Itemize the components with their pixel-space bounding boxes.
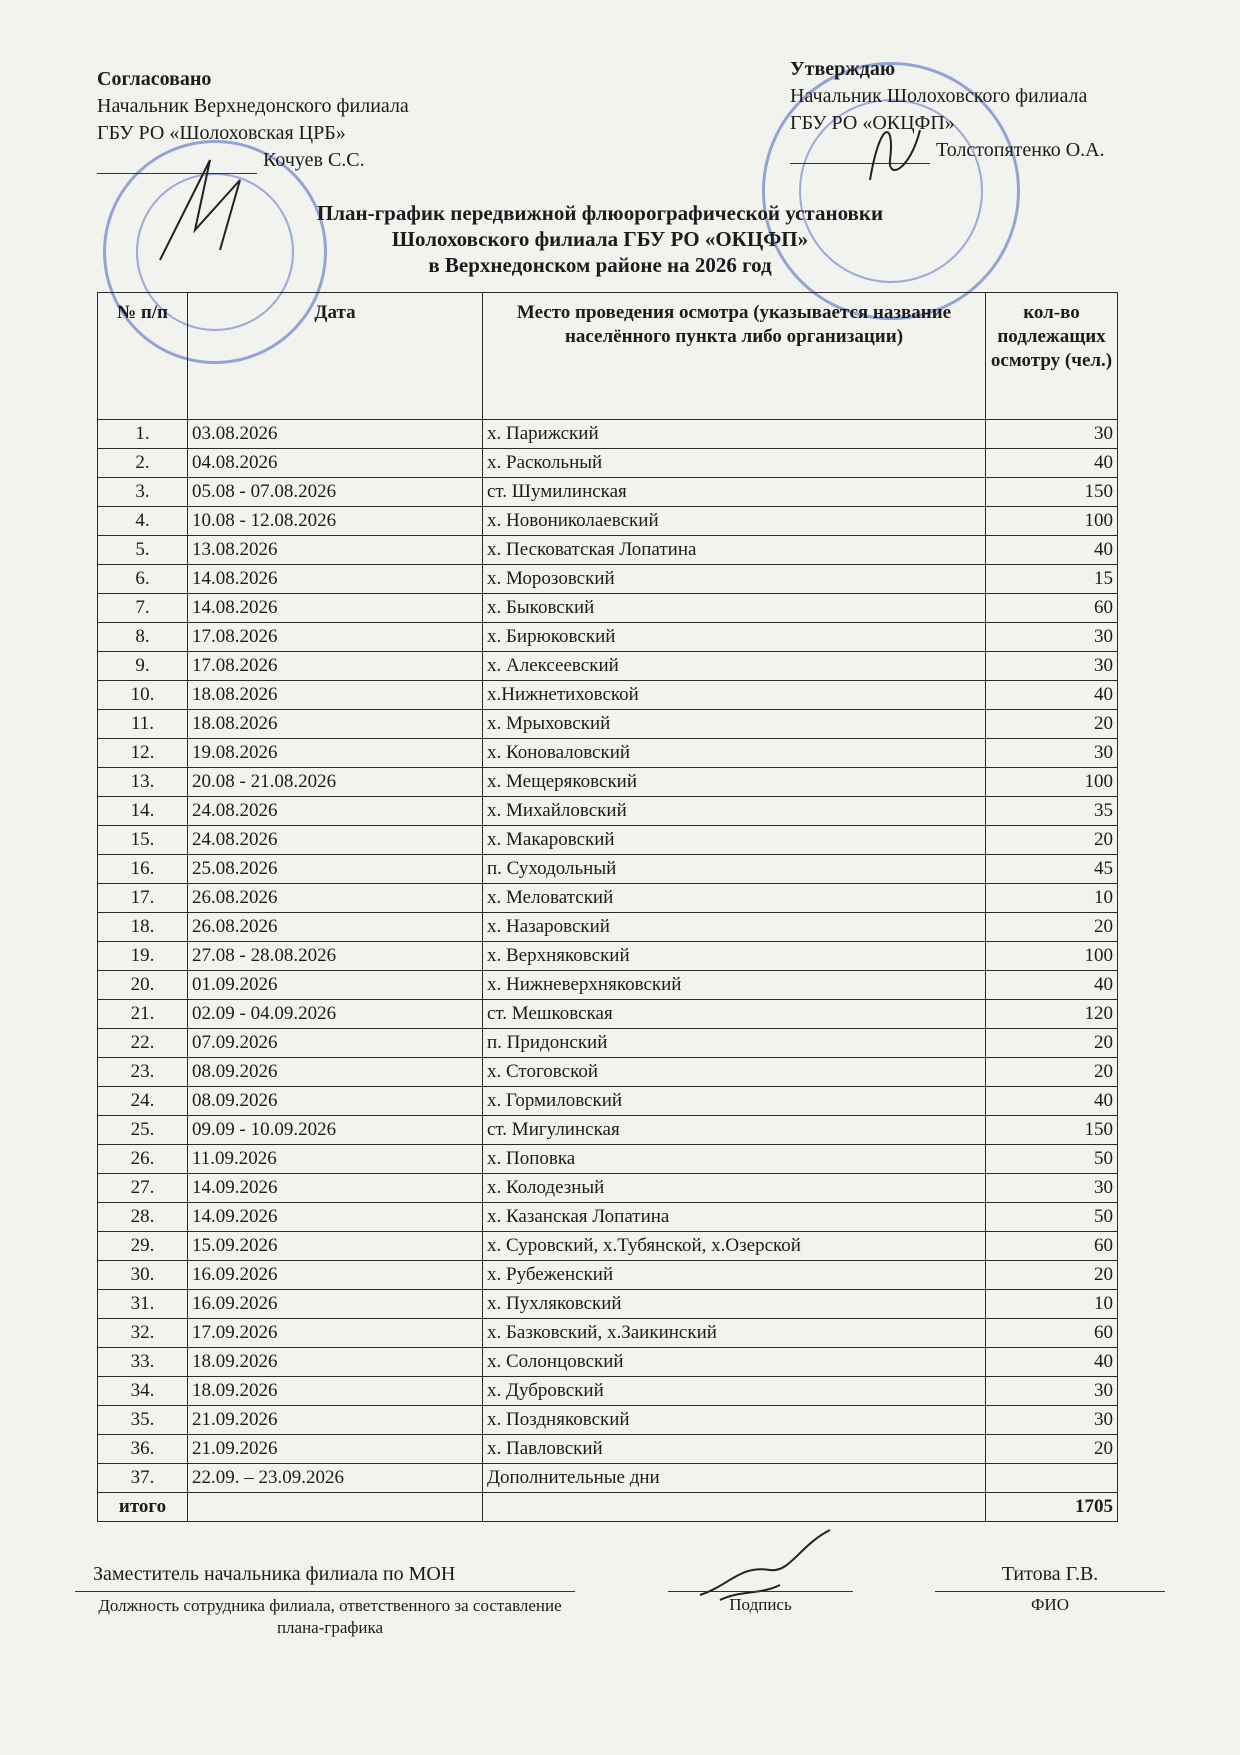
cell-date: 08.09.2026 <box>188 1087 483 1116</box>
table-row <box>98 681 1118 710</box>
header-date: Дата <box>188 293 483 420</box>
cell-place: х. Поздняковский <box>483 1406 986 1435</box>
footer-name: Титова Г.В. <box>1001 1563 1099 1585</box>
table-row <box>98 971 1118 1000</box>
cell-date: 02.09 - 04.09.2026 <box>188 1000 483 1029</box>
cell-place: х. Меловатский <box>483 884 986 913</box>
cell-num: 7. <box>98 594 188 623</box>
cell-num: 14. <box>98 797 188 826</box>
cell-num: 23. <box>98 1058 188 1087</box>
table-row <box>98 1203 1118 1232</box>
cell-count: 100 <box>986 942 1118 971</box>
cell-num: 21. <box>98 1000 188 1029</box>
cell-date: 08.09.2026 <box>188 1058 483 1087</box>
table-row <box>98 478 1118 507</box>
cell-date: 15.09.2026 <box>188 1232 483 1261</box>
cell-place: х. Стоговской <box>483 1058 986 1087</box>
cell-date: 19.08.2026 <box>188 739 483 768</box>
cell-count: 10 <box>986 1290 1118 1319</box>
table-row <box>98 594 1118 623</box>
cell-place: х. Суровский, х.Тубянской, х.Озерской <box>483 1232 986 1261</box>
cell-date: 18.09.2026 <box>188 1348 483 1377</box>
cell-date: 18.08.2026 <box>188 681 483 710</box>
cell-date: 14.08.2026 <box>188 565 483 594</box>
cell-num: 4. <box>98 507 188 536</box>
cell-date: 25.08.2026 <box>188 855 483 884</box>
cell-date: 09.09 - 10.09.2026 <box>188 1116 483 1145</box>
cell-count: 50 <box>986 1203 1118 1232</box>
cell-date: 24.08.2026 <box>188 826 483 855</box>
header-place: Место проведения осмотра (указывается название населённого пункта либо организации) <box>483 293 986 420</box>
cell-count: 40 <box>986 536 1118 565</box>
cell-place: х. Назаровский <box>483 913 986 942</box>
table-row <box>98 1116 1118 1145</box>
table-row <box>98 1348 1118 1377</box>
table-row <box>98 1058 1118 1087</box>
cell-place: х. Базковский, х.Заикинский <box>483 1319 986 1348</box>
cell-date: 05.08 - 07.08.2026 <box>188 478 483 507</box>
table-header-row <box>98 293 1118 420</box>
approval-left-line1: Начальник Верхнедонского филиала <box>97 95 409 117</box>
cell-date: 13.08.2026 <box>188 536 483 565</box>
title-line1: План-график передвижной флюорографической установки <box>316 201 884 225</box>
table-row <box>98 420 1118 449</box>
schedule-table <box>97 292 1118 1522</box>
footer-name-line <box>935 1591 1165 1592</box>
footer-signature-line <box>668 1591 853 1592</box>
cell-place: х. Поповка <box>483 1145 986 1174</box>
table-row <box>98 565 1118 594</box>
cell-count: 150 <box>986 478 1118 507</box>
table-row <box>98 855 1118 884</box>
cell-place: ст. Мигулинская <box>483 1116 986 1145</box>
cell-num: 31. <box>98 1290 188 1319</box>
cell-num: 3. <box>98 478 188 507</box>
cell-place: п. Придонский <box>483 1029 986 1058</box>
approval-right-block <box>790 56 1105 164</box>
cell-place: п. Суходольный <box>483 855 986 884</box>
cell-place: х. Мещеряковский <box>483 768 986 797</box>
table-row <box>98 739 1118 768</box>
cell-num: 32. <box>98 1319 188 1348</box>
cell-num: 17. <box>98 884 188 913</box>
cell-date: 26.08.2026 <box>188 913 483 942</box>
table-row <box>98 623 1118 652</box>
cell-count: 20 <box>986 1029 1118 1058</box>
cell-num: 30. <box>98 1261 188 1290</box>
cell-place: х. Нижневерхняковский <box>483 971 986 1000</box>
right-signature-scribble <box>860 110 940 190</box>
cell-num: 28. <box>98 1203 188 1232</box>
cell-count: 30 <box>986 1406 1118 1435</box>
cell-num: 12. <box>98 739 188 768</box>
cell-count: 20 <box>986 1058 1118 1087</box>
cell-count: 15 <box>986 565 1118 594</box>
cell-count: 120 <box>986 1000 1118 1029</box>
cell-count: 60 <box>986 1232 1118 1261</box>
cell-num: 2. <box>98 449 188 478</box>
cell-date: 03.08.2026 <box>188 420 483 449</box>
document-title <box>150 200 1050 278</box>
approval-right-line1: Начальник Шолоховского филиала <box>790 85 1088 107</box>
total-row <box>98 1493 1118 1522</box>
cell-date: 01.09.2026 <box>188 971 483 1000</box>
cell-num: 20. <box>98 971 188 1000</box>
footer-position-caption: Должность сотрудника филиала, ответственного за составление плана-графика <box>98 1596 562 1637</box>
table-row <box>98 768 1118 797</box>
total-label: итого <box>98 1493 188 1522</box>
cell-date: 16.09.2026 <box>188 1261 483 1290</box>
table-row <box>98 884 1118 913</box>
cell-count: 40 <box>986 971 1118 1000</box>
header-count: кол-во подлежащих осмотру (чел.) <box>986 293 1118 420</box>
cell-count: 20 <box>986 1435 1118 1464</box>
cell-count: 50 <box>986 1145 1118 1174</box>
cell-num: 34. <box>98 1377 188 1406</box>
cell-num: 13. <box>98 768 188 797</box>
total-empty-date <box>188 1493 483 1522</box>
table-row <box>98 536 1118 565</box>
cell-place: х. Парижский <box>483 420 986 449</box>
cell-date: 17.08.2026 <box>188 652 483 681</box>
cell-date: 14.09.2026 <box>188 1203 483 1232</box>
table-row <box>98 710 1118 739</box>
cell-date: 04.08.2026 <box>188 449 483 478</box>
cell-date: 21.09.2026 <box>188 1406 483 1435</box>
total-empty-place <box>483 1493 986 1522</box>
table-row <box>98 507 1118 536</box>
cell-count: 20 <box>986 913 1118 942</box>
footer-name-caption: ФИО <box>1031 1595 1069 1614</box>
cell-count: 20 <box>986 1261 1118 1290</box>
cell-date: 17.08.2026 <box>188 623 483 652</box>
cell-date: 22.09. – 23.09.2026 <box>188 1464 483 1493</box>
footer-position-line <box>75 1591 575 1592</box>
approval-right-signer: Толстопятенко О.А. <box>936 139 1105 161</box>
cell-num: 16. <box>98 855 188 884</box>
cell-count: 30 <box>986 739 1118 768</box>
footer-position: Заместитель начальника филиала по МОН <box>93 1563 456 1585</box>
table-row <box>98 1261 1118 1290</box>
cell-num: 8. <box>98 623 188 652</box>
cell-num: 10. <box>98 681 188 710</box>
cell-place: х. Макаровский <box>483 826 986 855</box>
cell-num: 9. <box>98 652 188 681</box>
cell-count: 60 <box>986 594 1118 623</box>
table-row <box>98 1087 1118 1116</box>
cell-count: 30 <box>986 1174 1118 1203</box>
table-row <box>98 1464 1118 1493</box>
table-row <box>98 652 1118 681</box>
cell-date: 21.09.2026 <box>188 1435 483 1464</box>
total-value: 1705 <box>986 1493 1118 1522</box>
cell-date: 11.09.2026 <box>188 1145 483 1174</box>
cell-count: 20 <box>986 710 1118 739</box>
cell-count: 40 <box>986 1348 1118 1377</box>
header-num: № п/п <box>98 293 188 420</box>
cell-place: х. Солонцовский <box>483 1348 986 1377</box>
cell-num: 36. <box>98 1435 188 1464</box>
cell-count: 30 <box>986 652 1118 681</box>
cell-count: 150 <box>986 1116 1118 1145</box>
approval-left-signer: Кочуев С.С. <box>263 149 365 171</box>
cell-place: х. Новониколаевский <box>483 507 986 536</box>
cell-date: 14.09.2026 <box>188 1174 483 1203</box>
cell-place: х. Павловский <box>483 1435 986 1464</box>
cell-count: 40 <box>986 681 1118 710</box>
table-row <box>98 1000 1118 1029</box>
cell-num: 26. <box>98 1145 188 1174</box>
cell-place: х.Нижнетиховской <box>483 681 986 710</box>
cell-place: х. Пухляковский <box>483 1290 986 1319</box>
cell-place: х. Морозовский <box>483 565 986 594</box>
cell-num: 25. <box>98 1116 188 1145</box>
cell-place: х. Казанская Лопатина <box>483 1203 986 1232</box>
cell-place: х. Дубровский <box>483 1377 986 1406</box>
cell-count <box>986 1464 1118 1493</box>
cell-num: 11. <box>98 710 188 739</box>
cell-count: 10 <box>986 884 1118 913</box>
cell-date: 26.08.2026 <box>188 884 483 913</box>
cell-place: х. Мрыховский <box>483 710 986 739</box>
cell-num: 27. <box>98 1174 188 1203</box>
table-row <box>98 1406 1118 1435</box>
cell-count: 30 <box>986 420 1118 449</box>
cell-count: 20 <box>986 826 1118 855</box>
cell-place: х. Песковатская Лопатина <box>483 536 986 565</box>
cell-date: 07.09.2026 <box>188 1029 483 1058</box>
cell-num: 18. <box>98 913 188 942</box>
table-row <box>98 1145 1118 1174</box>
cell-num: 19. <box>98 942 188 971</box>
approval-left-heading: Согласовано <box>97 68 212 90</box>
cell-date: 10.08 - 12.08.2026 <box>188 507 483 536</box>
title-line2: Шолоховского филиала ГБУ РО «ОКЦФП» <box>391 227 809 251</box>
cell-count: 30 <box>986 1377 1118 1406</box>
cell-date: 16.09.2026 <box>188 1290 483 1319</box>
cell-place: ст. Шумилинская <box>483 478 986 507</box>
table-row <box>98 1232 1118 1261</box>
cell-date: 24.08.2026 <box>188 797 483 826</box>
approval-right-heading: Утверждаю <box>790 58 896 80</box>
cell-date: 20.08 - 21.08.2026 <box>188 768 483 797</box>
table-row <box>98 826 1118 855</box>
cell-place: х. Бирюковский <box>483 623 986 652</box>
table-row <box>98 797 1118 826</box>
table-row <box>98 1029 1118 1058</box>
cell-num: 15. <box>98 826 188 855</box>
cell-count: 100 <box>986 507 1118 536</box>
cell-place: х. Коноваловский <box>483 739 986 768</box>
cell-num: 6. <box>98 565 188 594</box>
cell-count: 40 <box>986 449 1118 478</box>
cell-num: 29. <box>98 1232 188 1261</box>
table-row <box>98 1377 1118 1406</box>
cell-count: 60 <box>986 1319 1118 1348</box>
cell-date: 18.09.2026 <box>188 1377 483 1406</box>
table-row <box>98 913 1118 942</box>
table-body <box>98 420 1118 1493</box>
table-row <box>98 1319 1118 1348</box>
cell-num: 37. <box>98 1464 188 1493</box>
cell-count: 30 <box>986 623 1118 652</box>
cell-place: х. Верхняковский <box>483 942 986 971</box>
approval-right-line2: ГБУ РО «ОКЦФП» <box>790 112 955 134</box>
cell-num: 35. <box>98 1406 188 1435</box>
cell-place: х. Рубеженский <box>483 1261 986 1290</box>
cell-num: 22. <box>98 1029 188 1058</box>
cell-place: х. Колодезный <box>483 1174 986 1203</box>
table-row <box>98 1435 1118 1464</box>
cell-date: 17.09.2026 <box>188 1319 483 1348</box>
cell-num: 33. <box>98 1348 188 1377</box>
cell-place: х. Михайловский <box>483 797 986 826</box>
footer-signature-scribble <box>680 1525 860 1605</box>
cell-place: Дополнительные дни <box>483 1464 986 1493</box>
table-row <box>98 449 1118 478</box>
cell-num: 5. <box>98 536 188 565</box>
cell-num: 24. <box>98 1087 188 1116</box>
cell-place: ст. Мешковская <box>483 1000 986 1029</box>
cell-count: 100 <box>986 768 1118 797</box>
cell-place: х. Алексеевский <box>483 652 986 681</box>
approval-left-line2: ГБУ РО «Шолоховская ЦРБ» <box>97 122 346 144</box>
cell-date: 14.08.2026 <box>188 594 483 623</box>
cell-num: 1. <box>98 420 188 449</box>
title-line3: в Верхнедонском районе на 2026 год <box>428 253 772 277</box>
cell-place: х. Раскольный <box>483 449 986 478</box>
cell-count: 45 <box>986 855 1118 884</box>
cell-place: х. Быковский <box>483 594 986 623</box>
cell-date: 18.08.2026 <box>188 710 483 739</box>
footer-signature-caption: Подпись <box>729 1595 792 1614</box>
cell-count: 40 <box>986 1087 1118 1116</box>
table-row <box>98 942 1118 971</box>
cell-count: 35 <box>986 797 1118 826</box>
table-row <box>98 1290 1118 1319</box>
cell-place: х. Гормиловский <box>483 1087 986 1116</box>
cell-date: 27.08 - 28.08.2026 <box>188 942 483 971</box>
table-row <box>98 1174 1118 1203</box>
